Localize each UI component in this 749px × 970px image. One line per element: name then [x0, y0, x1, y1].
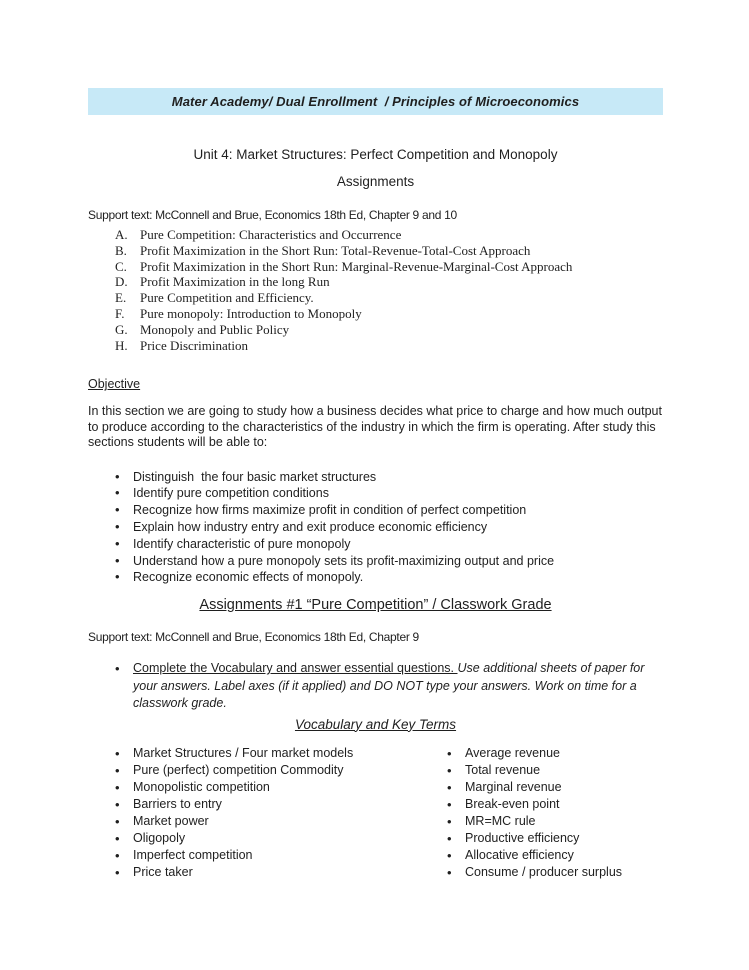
outline-letter: H. [115, 337, 128, 353]
vocab-term-text: • Marginal revenue [465, 779, 562, 794]
objective-text: • Identify characteristic of pure monopoly [133, 536, 351, 551]
vocab-term-text: • Average revenue [465, 745, 560, 760]
vocab-term-text: • Productive efficiency [465, 830, 580, 845]
vocab-term-text: • Imperfect competition [133, 847, 253, 862]
vocab-term-text: • Oligopoly [133, 830, 186, 845]
topic-outline-list [88, 227, 663, 353]
instruction-underlined-text: Complete the Vocabulary and answer essential questions. [133, 661, 458, 676]
objective-paragraph: In this section we are going to study how a business decides what price to charge and how much output to produce according to the characteristics of the industry in which the firm is operating. After study this sections students will be able to: [88, 404, 662, 450]
vocabulary-left-column [88, 745, 420, 881]
instruction-item [88, 660, 663, 713]
vocab-term [88, 847, 420, 864]
vocab-term [420, 762, 663, 779]
support-text-assignment: Support text: McConnell and Brue, Economics 18th Ed, Chapter 9 [88, 630, 419, 645]
objective-item [88, 519, 663, 536]
vocab-term [420, 796, 663, 813]
vocab-term [420, 745, 663, 762]
vocab-term-text: • Total revenue [465, 762, 541, 777]
outline-item [88, 259, 663, 275]
vocab-term [88, 830, 420, 847]
outline-item [88, 243, 663, 259]
outline-text: Profit Maximization in the Short Run: Marginal-Revenue-Marginal-Cost Approach [140, 258, 573, 274]
outline-item [88, 306, 663, 322]
vocab-term [88, 745, 420, 762]
vocab-term [420, 864, 663, 881]
vocab-term-text: • Pure (perfect) competition Commodity [133, 762, 344, 777]
vocab-term [420, 779, 663, 796]
outline-letter: B. [115, 242, 127, 258]
objective-item [88, 536, 663, 553]
vocab-term-text: • Monopolistic competition [133, 779, 270, 794]
assignment-heading [88, 596, 663, 614]
vocab-term [420, 813, 663, 830]
objective-item [88, 569, 663, 586]
outline-text: Pure Competition: Characteristics and Occurrence [140, 227, 402, 242]
vocab-term [88, 779, 420, 796]
outline-text: Price Discrimination [140, 337, 248, 353]
objectives-list [88, 469, 663, 587]
vocab-term-text: • MR=MC rule [465, 813, 536, 828]
vocab-term-text: • Allocative efficiency [465, 847, 574, 862]
objective-item [88, 469, 663, 486]
outline-letter: E. [115, 290, 127, 306]
vocab-term [88, 796, 420, 813]
vocab-term-text: • Consume / producer surplus [465, 864, 623, 879]
vocabulary-heading: Vocabulary and Key Terms [294, 716, 457, 732]
objective-text: • Recognize how firms maximize profit in condition of perfect competition [133, 503, 527, 518]
assignment-heading-text: Assignments #1 “Pure Competition” / Classwork Grade [199, 597, 552, 614]
vocabulary-columns [88, 745, 663, 881]
vocab-term-text: • Market power [133, 813, 209, 828]
outline-letter: D. [115, 274, 128, 290]
objective-item [88, 553, 663, 570]
vocab-term [88, 864, 420, 881]
outline-text: Pure Competition and Efficiency. [140, 290, 314, 306]
objective-item [88, 485, 663, 502]
objective-text: • Recognize economic effects of monopoly. [133, 570, 364, 585]
outline-letter: F. [115, 305, 125, 321]
vocab-term-text: • Break-even point [465, 796, 560, 811]
outline-item [88, 274, 663, 290]
vocab-term [420, 847, 663, 864]
outline-text: Profit Maximization in the Short Run: Total-Revenue-Total-Cost Approach [140, 242, 531, 258]
objective-text: • Explain how industry entry and exit produce economic efficiency [133, 519, 488, 534]
outline-letter: C. [115, 258, 127, 274]
outline-item [88, 338, 663, 354]
instruction-text [133, 660, 663, 713]
vocab-term-text: • Price taker [133, 864, 193, 879]
outline-item [88, 322, 663, 338]
vocabulary-right-column [420, 745, 663, 881]
vocab-term-text: • Market Structures / Four market models [133, 745, 354, 760]
vocabulary-left-list [88, 745, 420, 881]
instruction-italic-text: Use additional sheets of paper for your answers. Label axes (if it applied) and DO NOT type your answers. Work on time for a classwork grade. [133, 661, 645, 711]
outline-letter: G. [115, 321, 128, 337]
outline-text: Profit Maximization in the long Run [140, 274, 330, 290]
unit-title: Unit 4: Market Structures: Perfect Competition and Monopoly [193, 147, 558, 162]
assignments-subtitle: Assignments [336, 174, 415, 189]
vocabulary-right-list [420, 745, 663, 881]
objective-text: • Understand how a pure monopoly sets its profit-maximizing output and price [133, 553, 555, 568]
support-text-unit: Support text: McConnell and Brue, Economics 18th Ed, Chapter 9 and 10 [88, 208, 457, 222]
document-page [88, 0, 663, 881]
outline-item [88, 227, 663, 243]
vocab-term-text: • Barriers to entry [133, 796, 222, 811]
vocab-term [88, 762, 420, 779]
outline-letter: A. [115, 227, 128, 242]
course-banner-text: Mater Academy/ Dual Enrollment / Principles of Microeconomics [171, 94, 580, 109]
objective-text: • Identify pure competition conditions [133, 486, 329, 501]
vocab-term [88, 813, 420, 830]
objective-heading: Objective [88, 377, 141, 392]
outline-item [88, 290, 663, 306]
objective-item [88, 502, 663, 519]
course-banner [88, 88, 663, 115]
outline-text: Pure monopoly: Introduction to Monopoly [140, 305, 362, 321]
objective-text: • Distinguish the four basic market structures [133, 469, 377, 484]
outline-text: Monopoly and Public Policy [140, 321, 290, 337]
vocab-term [420, 830, 663, 847]
